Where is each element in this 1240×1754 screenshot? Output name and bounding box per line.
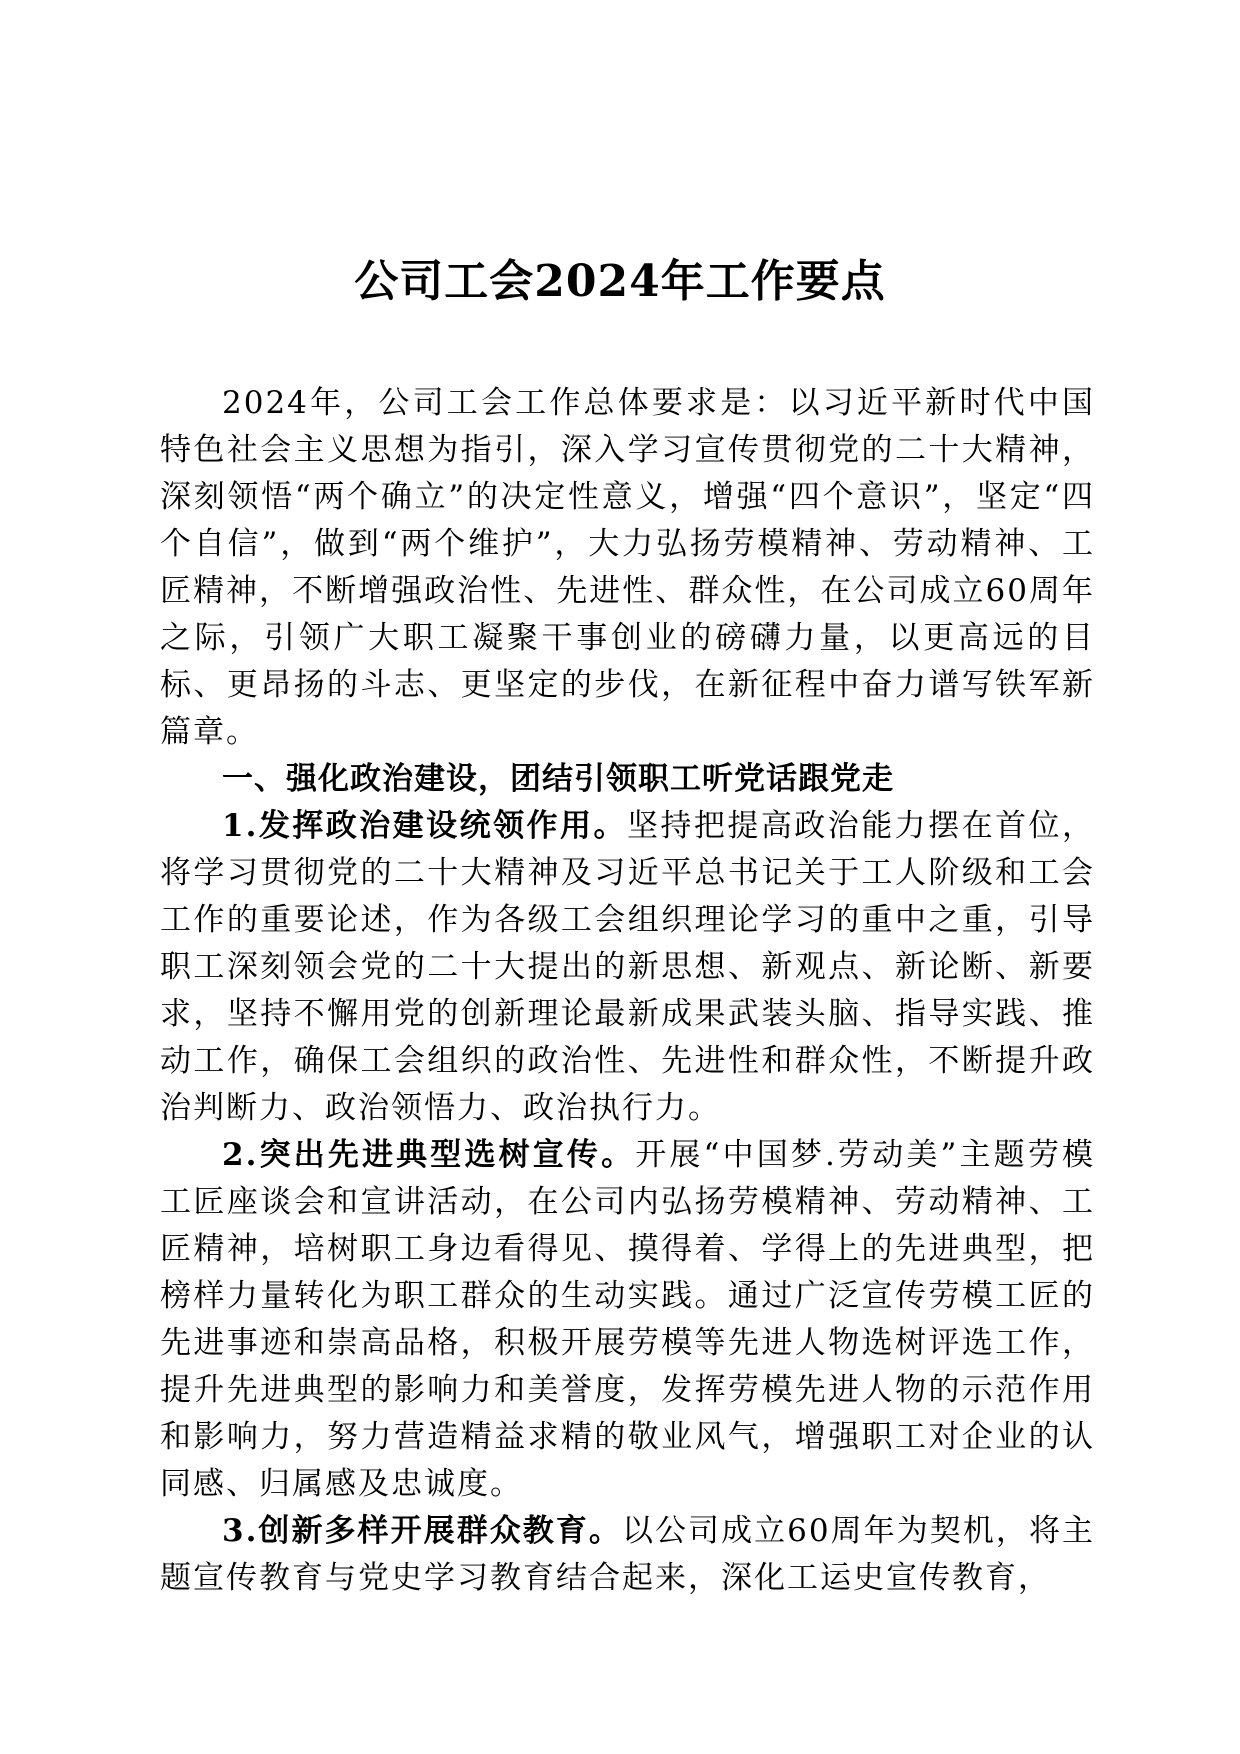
item-text: 开展“中国梦.劳动美”主题劳模工匠座谈会和宣讲活动，在公司内弘扬劳模精神、劳动精神、工匠精神，培树职工身边看得见、摸得着、学得上的先进典型，把榜样力量转化为职工群众的生动实践。通过广泛宣传劳模工匠的先进事迹和崇高品格，积极开展劳模等先进人物选树评选工作，提升先进典型的影响力和美誉度，发挥劳模先进人物的示范作用和影响力，努力营造精益求精的敬业风气，增强职工对企业的认同感、归属感及忠诚度。	[160, 1137, 1095, 1502]
item-paragraph-2	[160, 1132, 1095, 1508]
item-lead: 3.创新多样开展群众教育。	[222, 1513, 622, 1549]
item-text: 以公司成立60周年为契机，将主题宣传教育与党史学习教育结合起来，深化工运史宣传教育，	[160, 1513, 1095, 1596]
item-lead: 1.发挥政治建设统领作用。	[222, 808, 627, 844]
intro-paragraph: 2024年，公司工会工作总体要求是：以习近平新时代中国特色社会主义思想为指引，深入学习宣传贯彻党的二十大精神，深刻领悟“两个确立”的决定性意义，增强“四个意识”，坚定“四个自信”，做到“两个维护”，大力弘扬劳模精神、劳动精神、工匠精神，不断增强政治性、先进性、群众性，在公司成立60周年之际，引领广大职工凝聚干事创业的磅礴力量，以更高远的目标、更昂扬的斗志、更坚定的步伐，在新征程中奋力谱写铁军新篇章。	[160, 385, 1095, 750]
document-title: 公司工会2024年工作要点	[354, 256, 886, 307]
document-body	[160, 380, 1095, 1602]
item-text: 坚持把提高政治能力摆在首位，将学习贯彻党的二十大精神及习近平总书记关于工人阶级和工会工作的重要论述，作为各级工会组织理论学习的重中之重，引导职工深刻领会党的二十大提出的新思想、新观点、新论断、新要求，坚持不懈用党的创新理论最新成果武装头脑、指导实践、推动工作，确保工会组织的政治性、先进性和群众性，不断提升政治判断力、政治领悟力、政治执行力。	[160, 808, 1095, 1126]
item-paragraph-3	[160, 1508, 1095, 1602]
item-paragraph-1	[160, 803, 1095, 1132]
item-lead: 2.突出先进典型选树宣传。	[222, 1137, 636, 1173]
section-heading: 一、强化政治建设，团结引领职工听党话跟党走	[222, 761, 894, 797]
